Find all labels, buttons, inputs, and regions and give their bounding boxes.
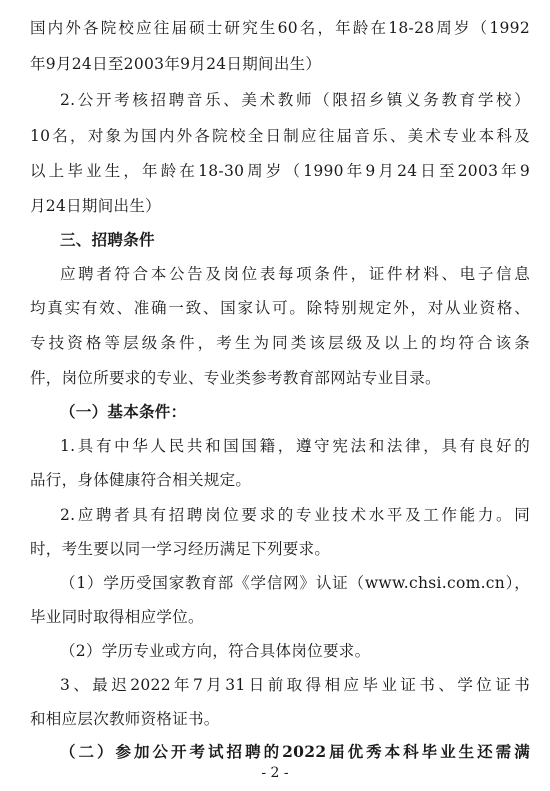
paragraph-line: 以上毕业生，年龄在18-30周岁（1990年9月24日至2003年9: [30, 162, 530, 180]
paragraph-line: 国内外各院校应往届硕士研究生60名，年龄在18-28周岁（1992: [30, 19, 530, 37]
paragraph-line: 品行，身体健康符合相关规定。: [30, 471, 252, 489]
section-heading: 三、招聘条件: [60, 231, 155, 249]
paragraph-line: 2.应聘者具有招聘岗位要求的专业技术水平及工作能力。同: [60, 506, 530, 524]
paragraph-line: 和相应层次教师资格证书。: [30, 710, 220, 728]
subsection-heading: （二）参加公开考试招聘的2022届优秀本科毕业生还需满: [60, 742, 530, 761]
paragraph-line: 均真实有效、准确一致、国家认可。除特别规定外，对从业资格、: [30, 299, 530, 317]
paragraph-line: 月24日期间出生）: [30, 197, 161, 215]
paragraph-line: 应聘者符合本公告及岗位表每项条件，证件材料、电子信息: [60, 265, 530, 283]
paragraph-line: 毕业同时取得相应学位。: [30, 608, 204, 626]
paragraph-line: 件，岗位所要求的专业、专业类参考教育部网站专业目录。: [30, 369, 441, 387]
paragraph-line: 3、最迟2022年7月31日前取得相应毕业证书、学位证书: [60, 676, 530, 694]
subsection-heading: （一）基本条件：: [60, 402, 187, 421]
paragraph-line: 2.公开考核招聘音乐、美术教师（限招乡镇义务教育学校）: [60, 91, 530, 109]
paragraph-line: （1）学历受国家教育部《学信网》认证（www.chsi.com.cn），: [60, 574, 530, 592]
paragraph-line: 1.具有中华人民共和国国籍，遵守宪法和法律，具有良好的: [60, 437, 530, 455]
paragraph-line: （2）学历专业或方向，符合具体岗位要求。: [60, 642, 371, 660]
paragraph-line: 年9月24日至2003年9月24日期间出生）: [30, 55, 322, 73]
paragraph-line: 专技资格等层级条件，考生为同类该层级及以上的均符合该条: [30, 334, 530, 352]
paragraph-line: 10名，对象为国内外各院校全日制应往届音乐、美术专业本科及: [30, 127, 530, 145]
paragraph-line: 时，考生要以同一学习经历满足下列要求。: [30, 540, 331, 558]
page-number: - 2 -: [261, 765, 289, 781]
